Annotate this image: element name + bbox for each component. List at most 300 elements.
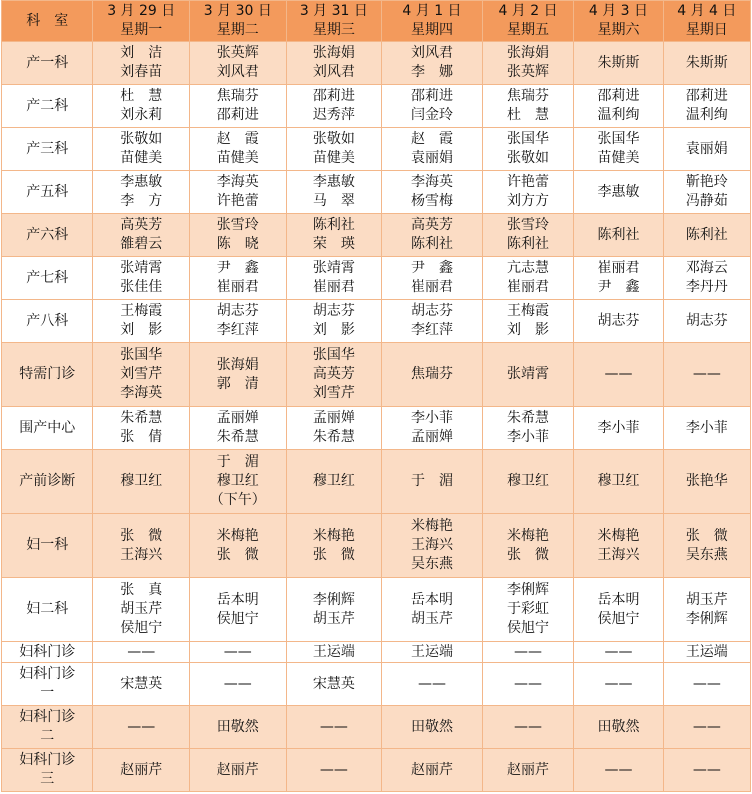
department-name: 产八科 [26, 312, 69, 329]
staff-name: —— [692, 675, 721, 692]
staff-name: 许艳蕾 [216, 193, 259, 209]
staff-name: 李 方 [120, 193, 163, 209]
duty-cell [663, 42, 750, 85]
staff-name: 陈 晓 [216, 236, 259, 252]
staff-name: 李 娜 [410, 64, 453, 80]
day-column-header [482, 1, 573, 42]
duty-cell [93, 171, 190, 214]
staff-name: 朱斯斯 [685, 54, 728, 71]
header-date: 3 月 29 日 [107, 3, 176, 19]
header-weekday: 星期五 [507, 22, 550, 38]
duty-cell [663, 706, 750, 749]
day-column-header [93, 1, 190, 42]
staff-name: —— [692, 718, 721, 735]
duty-cell [190, 128, 287, 171]
staff-name: 张 微 [216, 546, 259, 563]
staff-name: 李红萍 [216, 322, 259, 338]
header-date: 3 月 30 日 [203, 3, 272, 19]
staff-name: 李小菲 [507, 429, 550, 445]
duty-cell [93, 450, 190, 514]
duty-cell [382, 85, 483, 128]
staff-name: 李海英 [410, 174, 453, 190]
duty-cell [93, 663, 190, 706]
duty-cell [574, 300, 663, 343]
duty-cell [574, 42, 663, 85]
staff-name: 崔丽君 [410, 279, 453, 295]
department-name: 产一科 [26, 54, 69, 71]
staff-name: 温利绚 [685, 107, 728, 123]
duty-cell [93, 42, 190, 85]
staff-name: 岳本明 [410, 591, 453, 608]
duty-cell [574, 514, 663, 578]
duty-cell [382, 706, 483, 749]
staff-name: 朱希慧 [120, 410, 163, 426]
staff-name: 刘 洁 [120, 45, 163, 61]
staff-name: 袁丽娟 [685, 140, 728, 157]
department-cell [2, 514, 93, 578]
staff-name: 邵莉进 [312, 88, 355, 104]
duty-cell [286, 171, 382, 214]
staff-name: 张 倩 [120, 429, 163, 445]
duty-cell [663, 450, 750, 514]
staff-name: 赵 霞 [410, 131, 453, 147]
staff-name: 张海娟 [216, 356, 259, 373]
duty-cell [482, 578, 573, 642]
staff-name: 张艳华 [685, 473, 728, 489]
duty-cell [382, 450, 483, 514]
staff-name: 王海兴 [120, 546, 163, 563]
staff-name: 张佳佳 [120, 279, 163, 295]
header-date: 4 月 1 日 [402, 3, 462, 19]
staff-name: 邵莉进 [597, 88, 640, 104]
duty-cell [286, 642, 382, 663]
duty-cell [574, 642, 663, 663]
staff-name: 邵莉进 [216, 107, 259, 123]
header-row [2, 1, 751, 42]
staff-name: —— [604, 675, 633, 692]
duty-cell [663, 514, 750, 578]
staff-name: 崔丽君 [216, 279, 259, 295]
duty-cell [190, 578, 287, 642]
duty-cell [663, 214, 750, 257]
staff-name: 张靖霄 [120, 260, 163, 276]
duty-cell [286, 663, 382, 706]
staff-name: 穆卫红 [216, 473, 259, 489]
department-cell [2, 450, 93, 514]
schedule-body [2, 42, 751, 792]
staff-name: 李红萍 [410, 322, 453, 338]
staff-name: 冯静茹 [685, 193, 728, 209]
staff-name: 胡志芬 [597, 312, 640, 329]
department-name: 特需门诊 [19, 366, 76, 382]
duty-cell [574, 257, 663, 300]
staff-name: 刘 影 [507, 322, 550, 338]
staff-name: 孟丽婵 [312, 410, 355, 426]
staff-name: 张靖霄 [507, 366, 550, 382]
duty-cell [574, 128, 663, 171]
staff-name: 苗健美 [312, 150, 355, 166]
duty-cell [190, 450, 287, 514]
duty-cell [574, 578, 663, 642]
staff-name: 刘 影 [312, 322, 355, 338]
staff-name: 穆卫红 [120, 473, 163, 489]
staff-name: 尹 鑫 [216, 260, 259, 276]
staff-name: —— [514, 643, 543, 660]
staff-name: —— [604, 366, 633, 382]
staff-name: 胡玉芹 [120, 601, 163, 617]
duty-cell [574, 407, 663, 450]
duty-cell [190, 214, 287, 257]
duty-cell [382, 343, 483, 407]
staff-name: 邵莉进 [685, 88, 728, 104]
staff-name: 侯旭宁 [597, 610, 640, 627]
duty-cell [190, 257, 287, 300]
duty-cell [382, 642, 483, 663]
staff-name: 张国华 [597, 131, 640, 147]
department-name: 产七科 [26, 269, 69, 286]
staff-name: 穆卫红 [507, 473, 550, 489]
staff-name: 胡志芬 [216, 303, 259, 319]
duty-cell [286, 706, 382, 749]
staff-name: 孟丽婵 [216, 410, 259, 426]
duty-cell [663, 300, 750, 343]
schedule-row [2, 171, 751, 214]
header-date: 4 月 4 日 [677, 3, 737, 19]
duty-cell [286, 514, 382, 578]
staff-name: 张英辉 [507, 64, 550, 80]
duty-cell [286, 300, 382, 343]
day-column-header [663, 1, 750, 42]
department-name: 三 [40, 771, 55, 787]
duty-cell [93, 642, 190, 663]
staff-name: 袁丽娟 [410, 150, 453, 166]
department-name: 妇一科 [26, 537, 69, 553]
staff-name: 邓海云 [685, 260, 728, 276]
department-name: 围产中心 [19, 419, 76, 436]
staff-name: 苗健美 [597, 150, 640, 166]
staff-name: 穆卫红 [312, 473, 355, 489]
staff-name: 张英辉 [216, 45, 259, 61]
duty-cell [663, 663, 750, 706]
duty-cell [93, 578, 190, 642]
staff-name: 于彩虹 [507, 601, 550, 617]
department-cell [2, 128, 93, 171]
duty-cell [482, 42, 573, 85]
staff-name: 李惠敏 [312, 174, 355, 190]
staff-name: 赵丽芹 [120, 761, 163, 778]
duty-cell [574, 450, 663, 514]
department-cell [2, 171, 93, 214]
staff-name: 刘风君 [410, 45, 453, 61]
department-cell [2, 706, 93, 749]
department-name: 二 [40, 728, 55, 744]
duty-cell [190, 663, 287, 706]
staff-name: 朱希慧 [507, 410, 550, 426]
staff-name: 张 微 [507, 546, 550, 563]
duty-cell [663, 749, 750, 792]
duty-cell [574, 85, 663, 128]
staff-name: （下午） [209, 492, 266, 508]
duty-cell [574, 171, 663, 214]
duty-cell [663, 642, 750, 663]
staff-name: —— [604, 761, 633, 778]
staff-name: —— [127, 643, 156, 660]
staff-name: 高英芳 [312, 366, 355, 382]
staff-name: 张靖霄 [312, 260, 355, 276]
duty-cell [286, 128, 382, 171]
department-name: 产二科 [26, 97, 69, 114]
department-cell [2, 85, 93, 128]
staff-name: 侯旭宁 [216, 610, 259, 627]
staff-name: 宋慧英 [312, 675, 355, 692]
duty-cell [482, 214, 573, 257]
schedule-row [2, 300, 751, 343]
schedule-row [2, 578, 751, 642]
staff-name: 王运端 [312, 643, 355, 660]
day-column-header [382, 1, 483, 42]
staff-name: 刘雪芹 [120, 366, 163, 382]
staff-name: 岳本明 [597, 591, 640, 608]
staff-name: 田敬然 [410, 718, 453, 735]
staff-name: 闫金玲 [410, 107, 453, 123]
staff-name: 刘风君 [312, 64, 355, 80]
duty-cell [663, 85, 750, 128]
staff-name: —— [692, 761, 721, 778]
staff-name: 许艳蕾 [507, 174, 550, 190]
staff-name: 陈利社 [685, 226, 728, 243]
staff-name: 胡志芬 [312, 303, 355, 319]
staff-name: 米梅艳 [410, 518, 453, 534]
staff-name: 米梅艳 [597, 527, 640, 544]
duty-cell [382, 407, 483, 450]
schedule-row [2, 450, 751, 514]
staff-name: 王梅霞 [120, 303, 163, 319]
staff-name: 张 微 [120, 527, 163, 544]
schedule-row [2, 706, 751, 749]
staff-name: —— [514, 675, 543, 692]
staff-name: 刘春苗 [120, 64, 163, 80]
duty-cell [190, 171, 287, 214]
department-name: 产六科 [26, 226, 69, 243]
staff-name: 王海兴 [410, 537, 453, 553]
staff-name: 张敬如 [312, 131, 355, 147]
schedule-row [2, 128, 751, 171]
schedule-row [2, 514, 751, 578]
staff-name: —— [604, 643, 633, 660]
duty-cell [382, 749, 483, 792]
staff-name: —— [127, 718, 156, 735]
duty-cell [93, 300, 190, 343]
staff-name: 邵莉进 [410, 88, 453, 104]
staff-name: 田敬然 [597, 718, 640, 735]
header-weekday: 星期一 [120, 22, 163, 38]
department-name: 妇科门诊 [19, 709, 76, 725]
staff-name: 李俐辉 [507, 582, 550, 598]
department-cell [2, 663, 93, 706]
duty-cell [93, 706, 190, 749]
staff-name: 刘雪芹 [312, 385, 355, 401]
staff-name: 崔丽君 [597, 260, 640, 276]
header-weekday: 星期二 [216, 22, 259, 38]
duty-cell [93, 214, 190, 257]
staff-name: 胡玉芹 [685, 591, 728, 608]
schedule-row [2, 214, 751, 257]
staff-name: 朱斯斯 [597, 54, 640, 71]
staff-name: 温利绚 [597, 107, 640, 123]
staff-name: 李小菲 [597, 419, 640, 436]
duty-cell [93, 407, 190, 450]
duty-cell [663, 578, 750, 642]
staff-name: 张国华 [120, 347, 163, 363]
duty-cell [382, 663, 483, 706]
department-cell [2, 343, 93, 407]
day-column-header [286, 1, 382, 42]
duty-cell [574, 343, 663, 407]
header-weekday: 星期三 [312, 22, 355, 38]
staff-name: 李丹丹 [685, 279, 728, 295]
schedule-row [2, 407, 751, 450]
staff-name: 赵丽芹 [410, 761, 453, 778]
duty-cell [382, 300, 483, 343]
staff-name: 米梅艳 [312, 527, 355, 544]
staff-name: 胡志芬 [685, 312, 728, 329]
staff-name: 陈利社 [597, 226, 640, 243]
staff-name: 胡玉芹 [410, 610, 453, 627]
department-cell [2, 407, 93, 450]
staff-name: 靳艳玲 [685, 174, 728, 190]
staff-name: 雒碧云 [120, 236, 163, 252]
staff-name: 李俐辉 [312, 591, 355, 608]
department-name: 产五科 [26, 183, 69, 200]
duty-cell [190, 343, 287, 407]
staff-name: 李惠敏 [120, 174, 163, 190]
schedule-row [2, 42, 751, 85]
staff-name: 苗健美 [120, 150, 163, 166]
duty-cell [382, 578, 483, 642]
staff-name: 高英芳 [120, 217, 163, 233]
duty-cell [482, 128, 573, 171]
staff-name: 张敬如 [120, 131, 163, 147]
staff-name: 亢志慧 [507, 260, 550, 276]
staff-name: 于 湄 [410, 473, 453, 489]
department-name: 妇二科 [26, 601, 69, 617]
staff-name: 李惠敏 [597, 183, 640, 200]
staff-name: 张海娟 [312, 45, 355, 61]
duty-cell [382, 171, 483, 214]
staff-name: 李小菲 [685, 419, 728, 436]
staff-name: 侯旭宁 [120, 620, 163, 636]
staff-name: 尹 鑫 [410, 260, 453, 276]
duty-cell [286, 407, 382, 450]
department-cell [2, 749, 93, 792]
department-cell [2, 300, 93, 343]
staff-name: 李俐辉 [685, 610, 728, 627]
header-date: 3 月 31 日 [299, 3, 368, 19]
department-cell [2, 42, 93, 85]
staff-name: 朱希慧 [216, 429, 259, 445]
staff-name: 胡志芬 [410, 303, 453, 319]
schedule-row [2, 85, 751, 128]
duty-cell [482, 171, 573, 214]
duty-cell [286, 257, 382, 300]
staff-name: 崔丽君 [312, 279, 355, 295]
staff-name: 高英芳 [410, 217, 453, 233]
staff-name: 王运端 [685, 643, 728, 660]
duty-cell [574, 706, 663, 749]
duty-cell [286, 343, 382, 407]
staff-name: 李海英 [216, 174, 259, 190]
department-name: 妇科门诊 [19, 643, 76, 660]
staff-name: 李小菲 [410, 410, 453, 426]
duty-cell [286, 42, 382, 85]
schedule-row [2, 343, 751, 407]
duty-cell [574, 214, 663, 257]
schedule-table [1, 0, 751, 792]
duty-cell [93, 257, 190, 300]
day-column-header [190, 1, 287, 42]
duty-cell [574, 663, 663, 706]
duty-cell [93, 343, 190, 407]
staff-name: 孟丽婵 [410, 429, 453, 445]
duty-cell [93, 749, 190, 792]
staff-name: 张敬如 [507, 150, 550, 166]
duty-cell [190, 749, 287, 792]
duty-cell [482, 749, 573, 792]
staff-name: 陈利社 [312, 217, 355, 233]
duty-cell [482, 514, 573, 578]
staff-name: 张雪玲 [507, 217, 550, 233]
duty-cell [482, 257, 573, 300]
staff-name: 米梅艳 [507, 527, 550, 544]
staff-name: 胡玉芹 [312, 610, 355, 627]
duty-cell [286, 749, 382, 792]
duty-cell [286, 85, 382, 128]
staff-name: 王海兴 [597, 546, 640, 563]
staff-name: 刘方方 [507, 193, 550, 209]
staff-name: 穆卫红 [597, 473, 640, 489]
schedule-row [2, 257, 751, 300]
staff-name: —— [223, 643, 252, 660]
dept-column-header: 科 室 [2, 1, 93, 42]
department-name: 一 [40, 685, 55, 701]
duty-cell [482, 706, 573, 749]
staff-name: 焦瑞芬 [216, 88, 259, 104]
staff-name: 崔丽君 [507, 279, 550, 295]
header-date: 4 月 3 日 [588, 3, 649, 19]
staff-name: 宋慧英 [120, 675, 163, 692]
department-name: 产三科 [26, 140, 69, 157]
department-name: 产前诊断 [19, 473, 76, 489]
header-weekday: 星期日 [685, 22, 728, 38]
duty-cell [482, 343, 573, 407]
schedule-row [2, 749, 751, 792]
duty-cell [382, 257, 483, 300]
staff-name: 吴东燕 [410, 556, 453, 572]
duty-cell [190, 42, 287, 85]
duty-cell [382, 514, 483, 578]
staff-name: 李海英 [120, 385, 163, 401]
staff-name: 吴东燕 [685, 546, 728, 563]
department-cell [2, 578, 93, 642]
staff-name: —— [319, 718, 348, 735]
staff-name: 郭 清 [216, 375, 259, 392]
staff-name: 王运端 [410, 643, 453, 660]
department-name: 妇科门诊 [19, 752, 76, 768]
staff-name: 尹 鑫 [597, 279, 640, 295]
duty-cell [286, 578, 382, 642]
duty-cell [663, 407, 750, 450]
duty-cell [482, 407, 573, 450]
